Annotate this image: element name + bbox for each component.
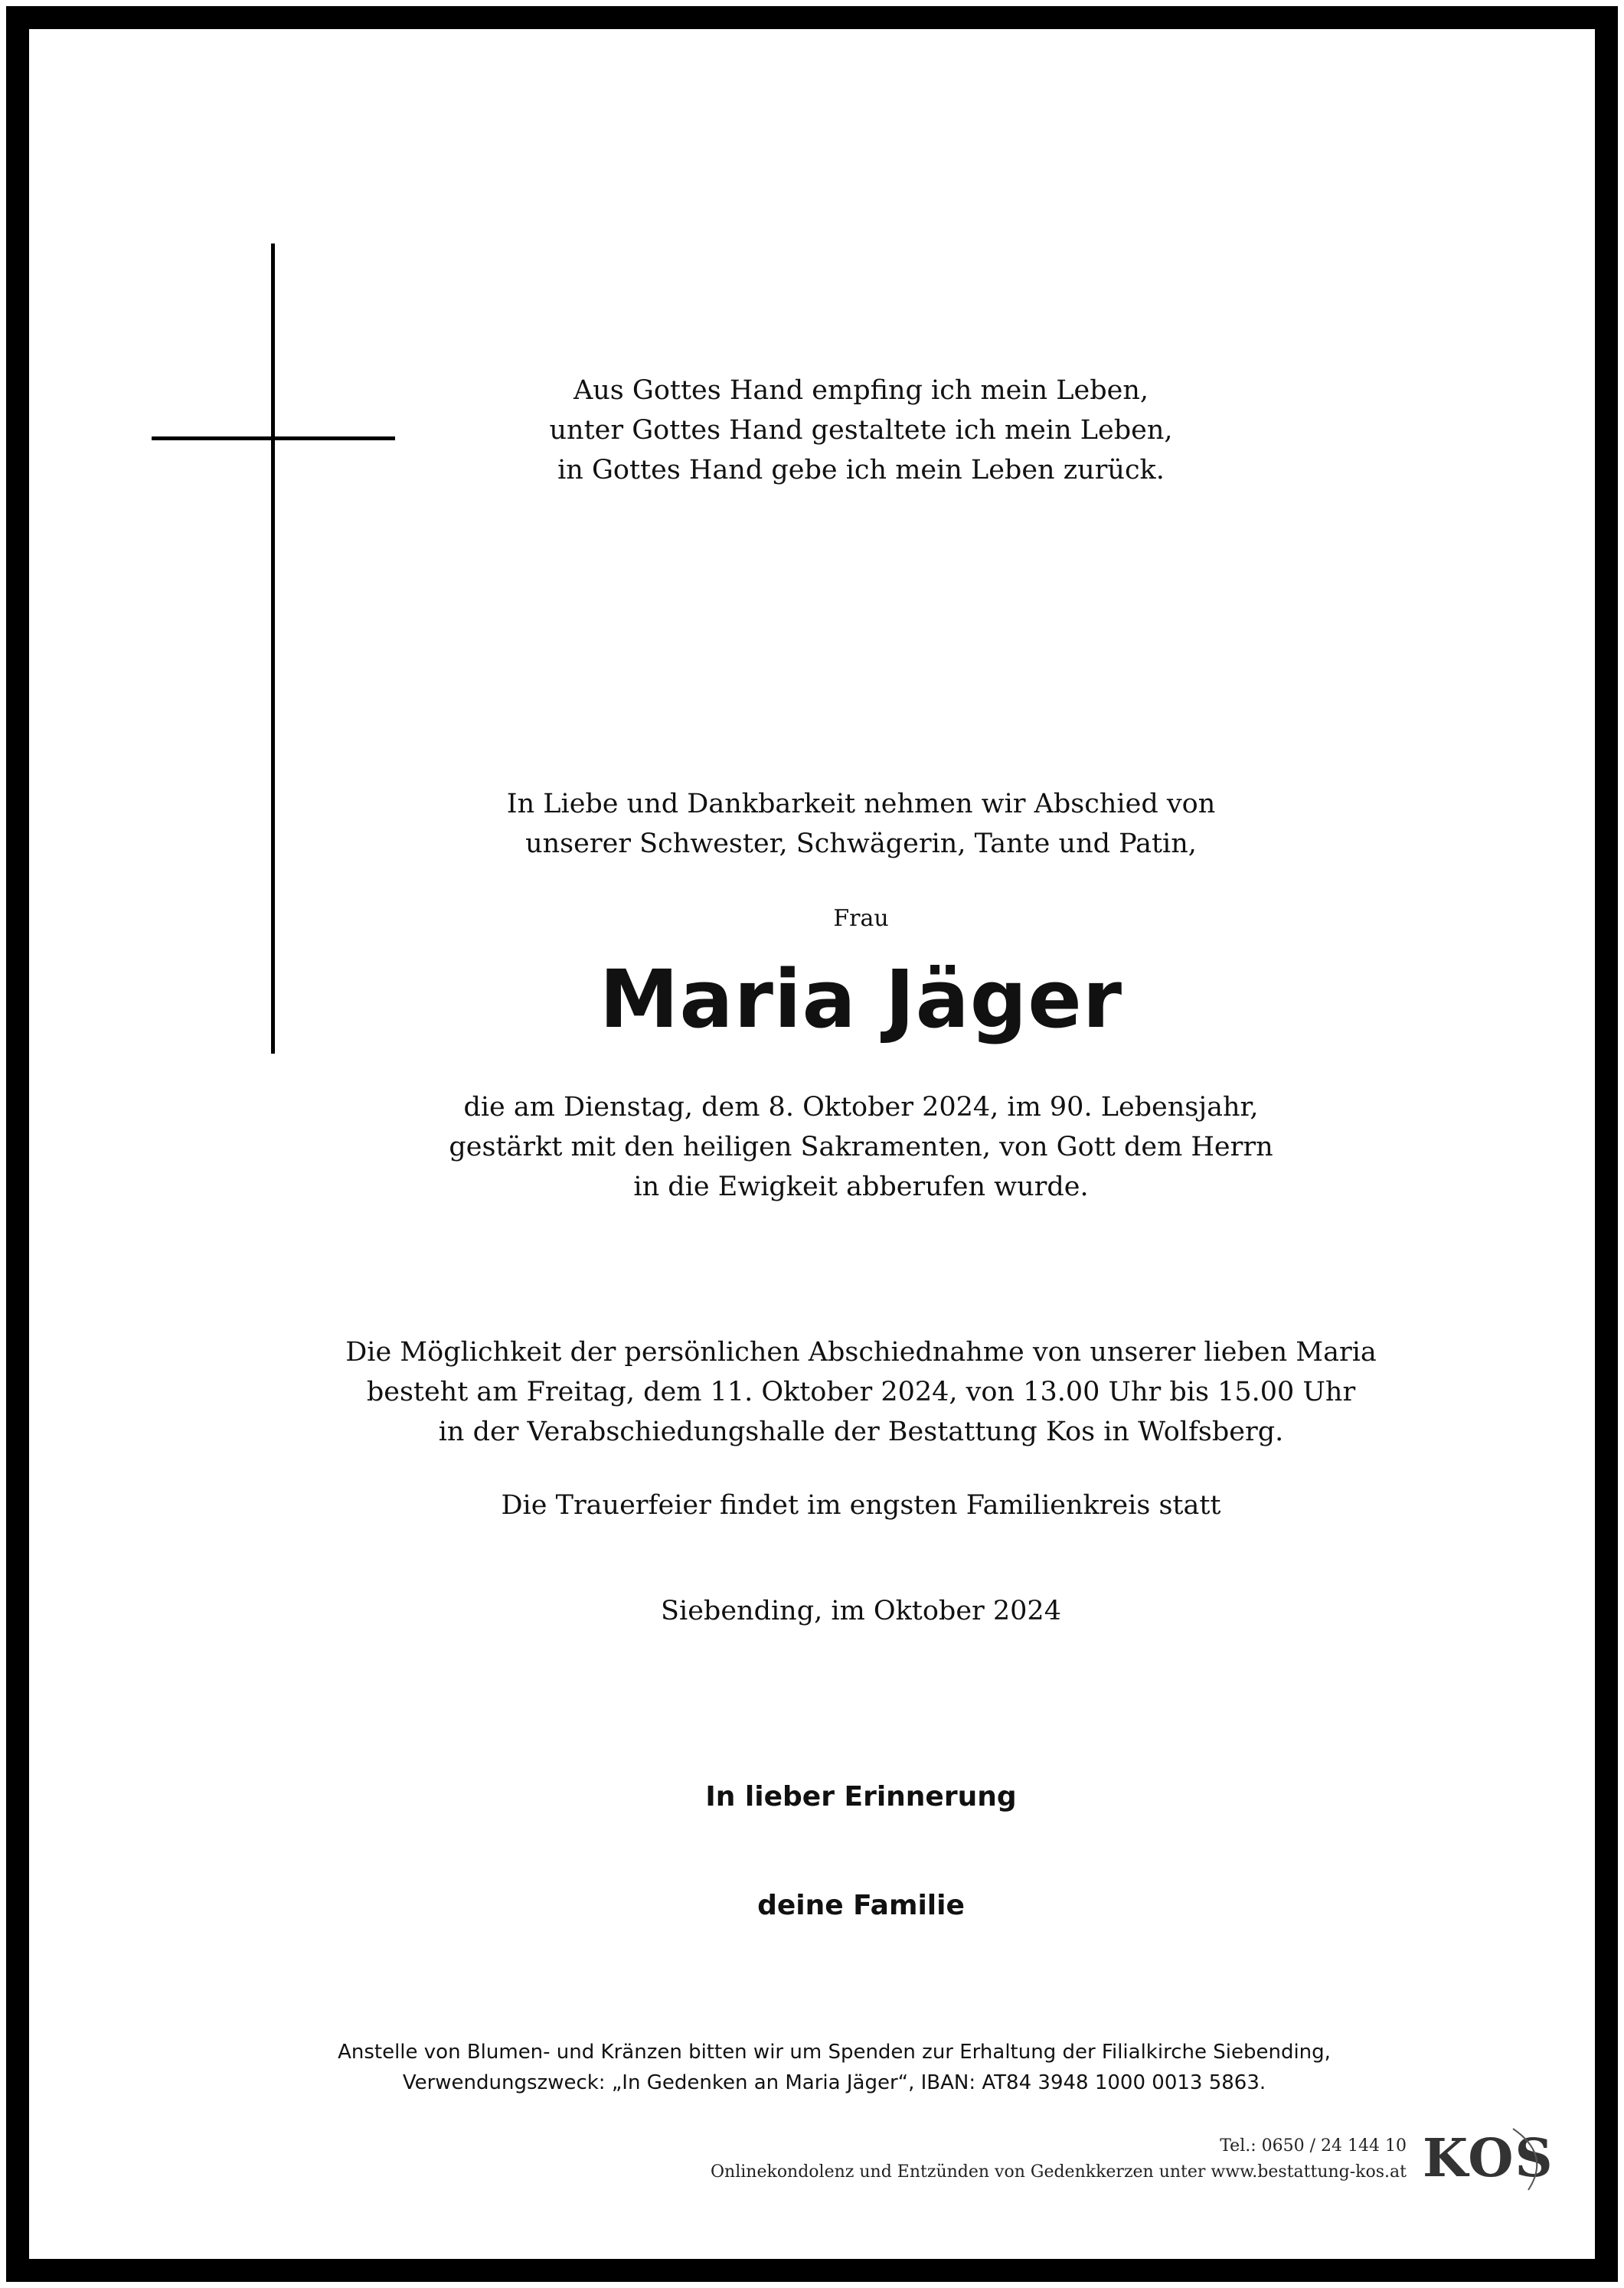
footer-online-link[interactable]: Onlinekondolenz und Entzünden von Gedenkkerzen unter www.bestattung-kos.at (711, 2162, 1407, 2182)
family-signature: deine Familie (757, 1890, 965, 1921)
viewing-line: besteht am Freitag, dem 11. Oktober 2024, von 13.00 Uhr bis 15.00 Uhr (366, 1377, 1356, 1407)
bible-verse (0, 371, 1624, 490)
death-notice-line: die am Dienstag, dem 8. Oktober 2024, im 90. Lebensjahr, (463, 1092, 1259, 1123)
deceased-name: Maria Jäger (599, 953, 1123, 1046)
place-date: Siebending, im Oktober 2024 (661, 1596, 1061, 1626)
viewing-info (0, 1332, 1624, 1452)
salutation: Frau (833, 905, 889, 932)
farewell-intro (0, 784, 1624, 864)
intro-line: unserer Schwester, Schwägerin, Tante und Patin, (525, 829, 1197, 859)
remembrance-line: In lieber Erinnerung (705, 1781, 1017, 1812)
donation-request (0, 2037, 1624, 2098)
footer-contact (711, 2133, 1407, 2185)
death-notice-line: in die Ewigkeit abberufen wurde. (633, 1172, 1089, 1202)
intro-line: In Liebe und Dankbarkeit nehmen wir Abschied von (506, 789, 1216, 819)
donation-line: Anstelle von Blumen- und Kränzen bitten wir um Spenden zur Erhaltung der Filialkirche Siebending, (338, 2041, 1331, 2064)
death-notice-line: gestärkt mit den heiligen Sakramenten, von Gott dem Herrn (449, 1132, 1273, 1162)
kos-logo (1423, 2124, 1560, 2193)
verse-line: in Gottes Hand gebe ich mein Leben zurück. (557, 455, 1165, 485)
verse-line: unter Gottes Hand gestaltete ich mein Leben, (549, 415, 1173, 446)
viewing-line: Die Möglichkeit der persönlichen Abschiednahme von unserer lieben Maria (345, 1337, 1377, 1368)
viewing-line: in der Verabschiedungshalle der Bestattung Kos in Wolfsberg. (438, 1417, 1284, 1447)
donation-line: Verwendungszweck: „In Gedenken an Maria Jäger“, IBAN: AT84 3948 1000 0013 5863. (402, 2071, 1266, 2094)
logo-arc-icon (1423, 2124, 1560, 2193)
death-notice (0, 1087, 1624, 1207)
kos-logo-text: KOS (1423, 2128, 1554, 2189)
footer-phone: Tel.: 0650 / 24 144 10 (1220, 2136, 1407, 2156)
ceremony-info: Die Trauerfeier findet im engsten Familienkreis statt (501, 1490, 1221, 1521)
verse-line: Aus Gottes Hand empfing ich mein Leben, (573, 375, 1149, 406)
